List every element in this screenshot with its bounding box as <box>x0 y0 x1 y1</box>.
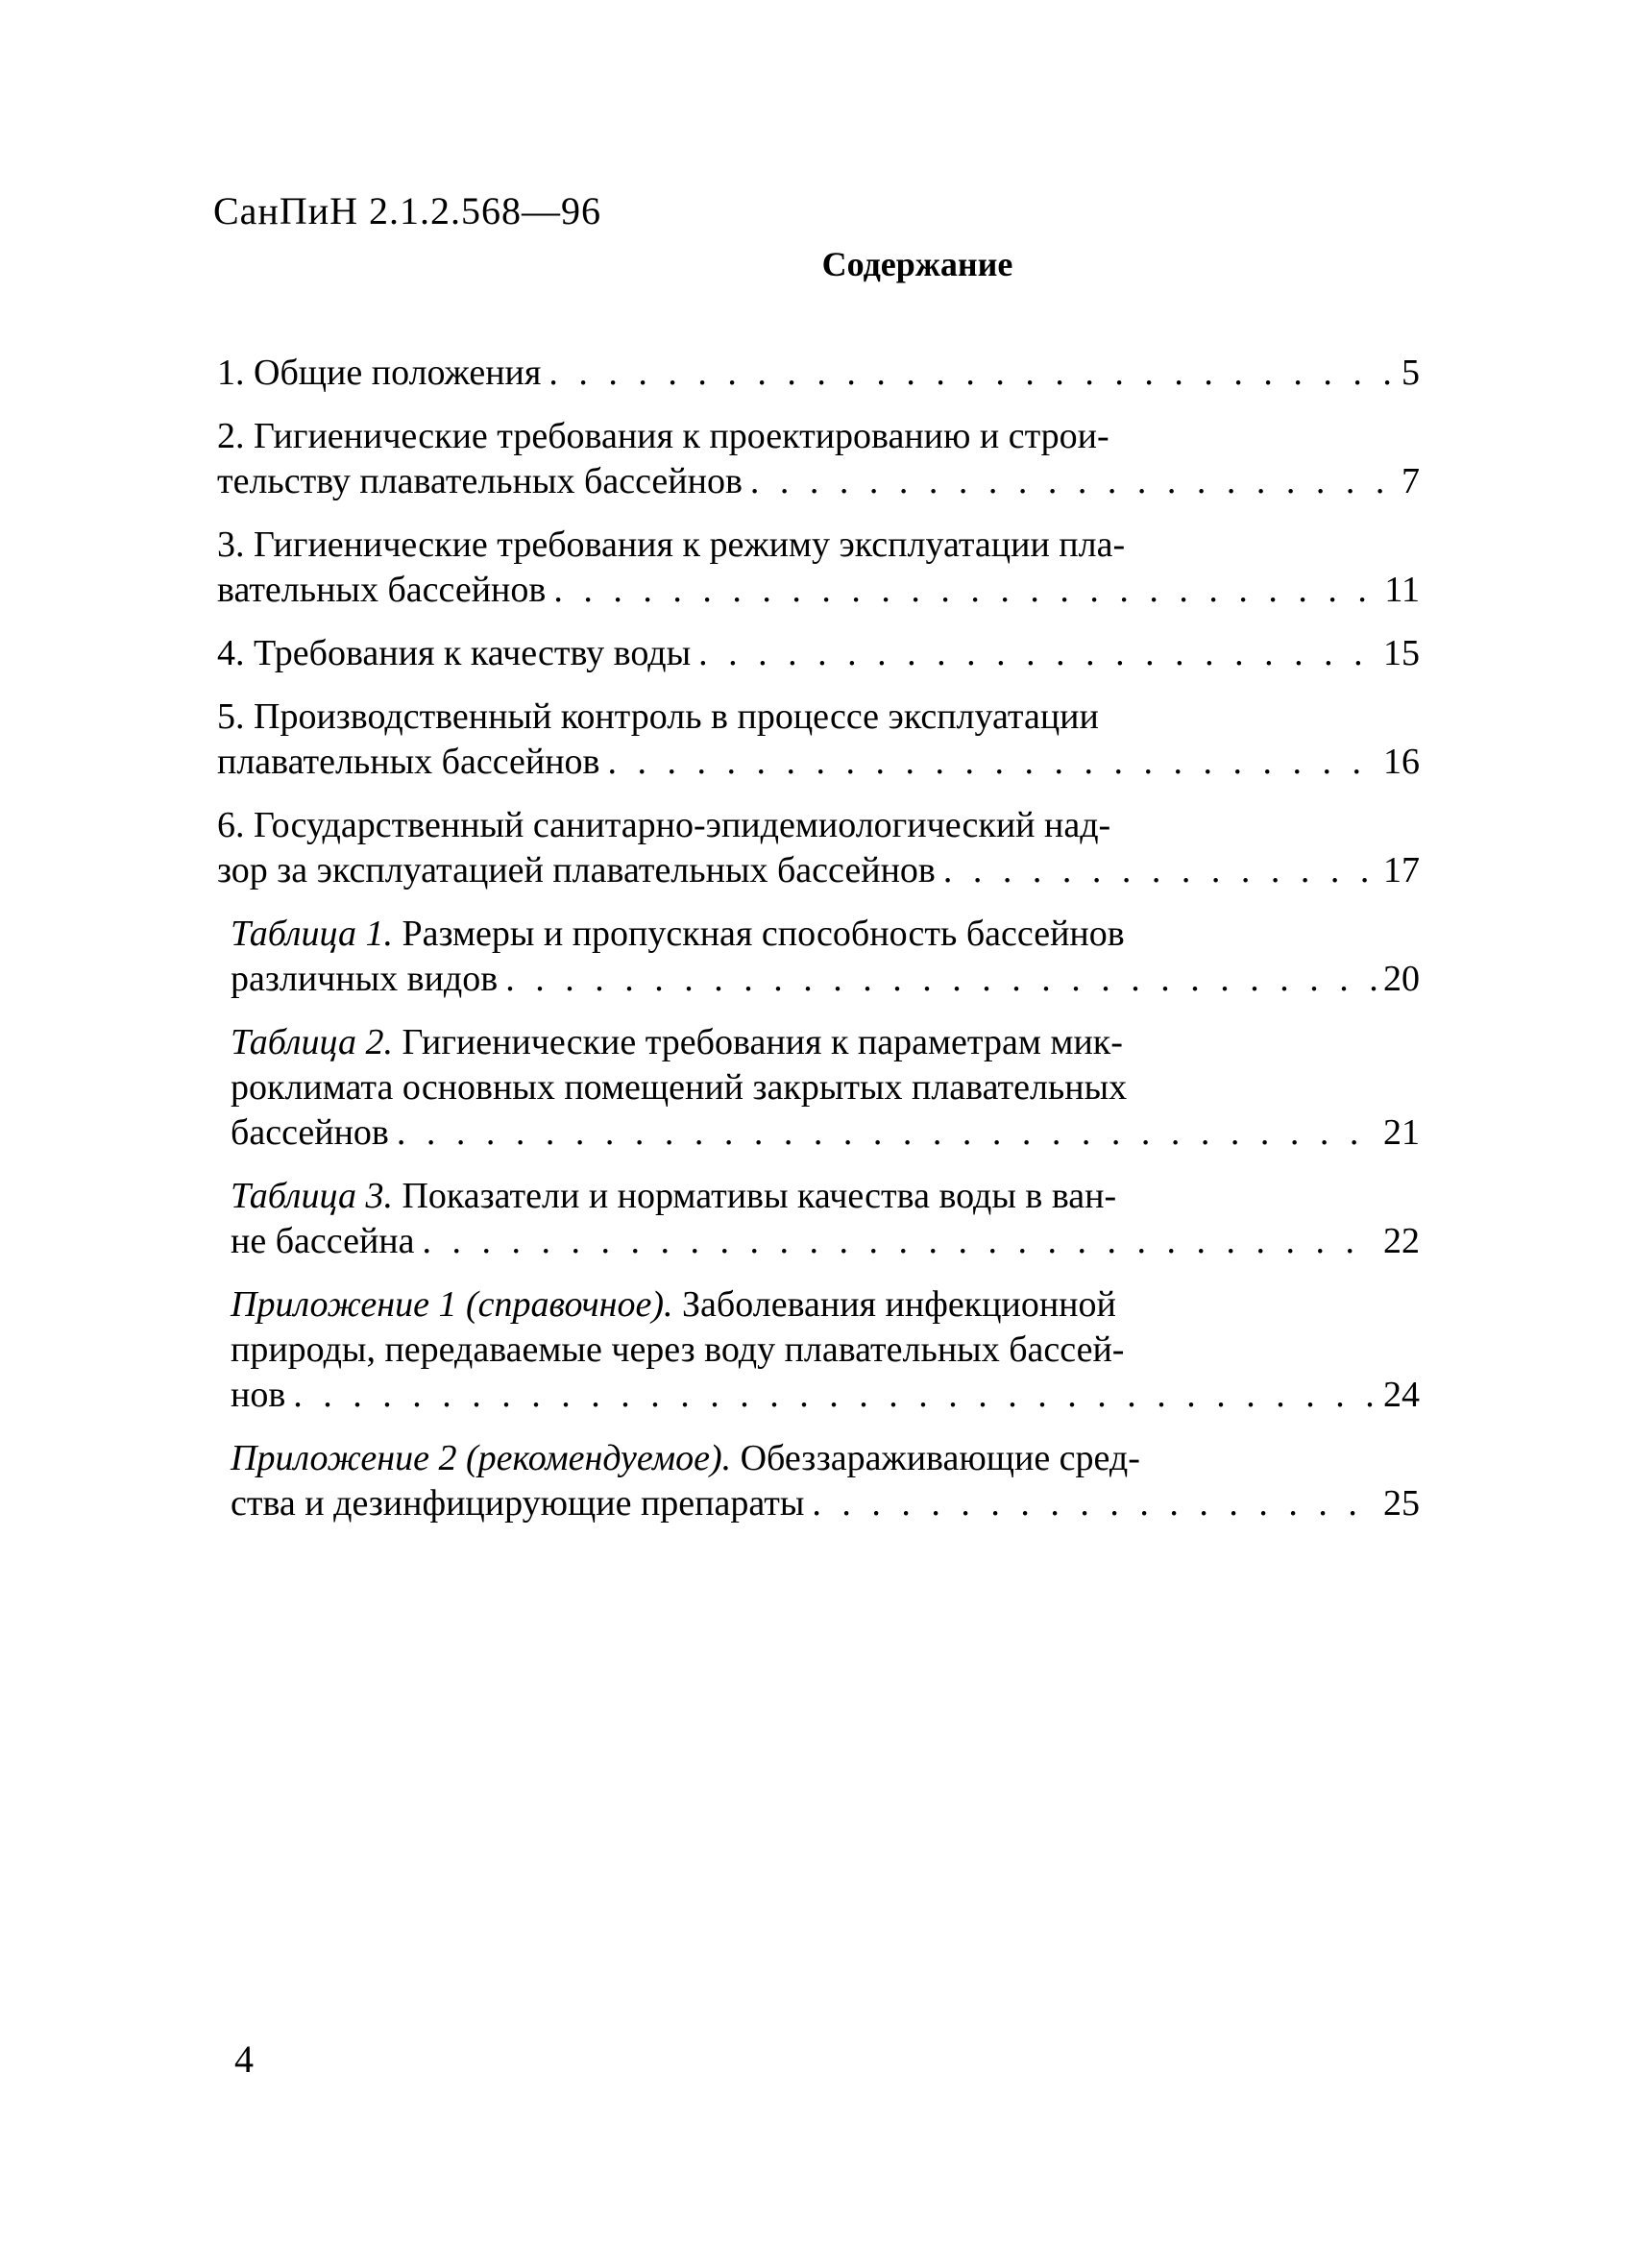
toc-page-number: 5 <box>1401 353 1420 393</box>
toc-entry-text: Обеззараживающие сред- <box>731 1438 1140 1478</box>
toc-entry-text: зор за эксплуатацией плавательных бассейнов <box>217 850 936 890</box>
dot-leader <box>498 957 1377 1002</box>
toc-entry-table-1[interactable] <box>217 912 1420 1002</box>
toc-entry-text: плавательных бассейнов <box>217 742 600 782</box>
toc-entry-3[interactable] <box>217 523 1420 613</box>
toc-entry-text: природы, передаваемые через воду плавательных бассей- <box>231 1329 1125 1370</box>
toc-entry-text: Заболевания инфекционной <box>672 1284 1116 1325</box>
toc-entry-text: Размеры и пропускная способность бассейнов <box>392 914 1125 954</box>
toc-entry-2[interactable] <box>217 414 1420 504</box>
toc-entry-appendix-2[interactable] <box>217 1436 1420 1526</box>
toc-entry-4[interactable] <box>217 631 1420 676</box>
toc-entry-5[interactable] <box>217 695 1420 785</box>
toc-page-number: 11 <box>1384 570 1420 610</box>
dot-leader <box>546 568 1378 613</box>
toc-entry-prefix: Таблица 3. <box>231 1176 393 1216</box>
toc-page-number: 25 <box>1383 1483 1420 1524</box>
dot-leader <box>415 1219 1377 1264</box>
toc-entry-text: 4. Требования к качеству воды <box>217 633 692 673</box>
toc-page-number: 20 <box>1383 959 1420 999</box>
toc-entry-text: 6. Государственный санитарно-эпидемиологический над- <box>217 805 1111 845</box>
dot-leader <box>804 1481 1377 1526</box>
toc-entry-text: 3. Гигиенические требования к режиму эксплуатации пла- <box>217 524 1126 565</box>
toc-entry-text: вательных бассейнов <box>217 570 547 610</box>
toc-page-number: 24 <box>1383 1375 1420 1415</box>
toc-entry-6[interactable] <box>217 803 1420 893</box>
dot-leader <box>691 631 1377 676</box>
toc-entry-prefix: Таблица 2. <box>231 1022 393 1062</box>
toc-entry-prefix: Приложение 2 (рекомендуемое). <box>231 1438 732 1478</box>
toc-page-number: 16 <box>1383 742 1420 782</box>
toc-title: Содержание <box>821 245 1013 283</box>
toc-page-number: 22 <box>1383 1221 1420 1261</box>
dot-leader <box>743 459 1396 504</box>
toc-entry-text: бассейнов <box>231 1112 389 1153</box>
toc-entry-text: роклимата основных помещений закрытых плавательных <box>231 1067 1128 1108</box>
document-code: СанПиН 2.1.2.568—96 <box>213 189 602 232</box>
dot-leader <box>541 351 1396 396</box>
toc-entry-text: Показатели и нормативы качества воды в ван- <box>392 1176 1117 1216</box>
toc-entry-text: 2. Гигиенические требования к проектированию и строи- <box>217 416 1109 456</box>
toc-page-number: 15 <box>1383 633 1420 673</box>
dot-leader <box>389 1110 1377 1156</box>
toc-entry-text: Гигиенические требования к параметрам мик- <box>392 1022 1123 1062</box>
toc-entry-prefix: Таблица 1. <box>231 914 393 954</box>
toc-page-number: 17 <box>1383 850 1420 890</box>
table-of-contents <box>217 351 1420 1545</box>
dot-leader <box>600 740 1378 785</box>
toc-entry-text: тельству плавательных бассейнов <box>217 461 743 501</box>
toc-entry-appendix-1[interactable] <box>217 1282 1420 1418</box>
dot-leader <box>285 1373 1377 1418</box>
toc-entry-text: нов <box>231 1375 286 1415</box>
toc-entry-text: не бассейна <box>231 1221 415 1261</box>
toc-entry-table-3[interactable] <box>217 1174 1420 1264</box>
toc-entry-text: 5. Производственный контроль в процессе эксплуатации <box>217 696 1099 737</box>
toc-page-number: 7 <box>1401 461 1420 501</box>
toc-entry-text: ства и дезинфицирующие препараты <box>231 1483 805 1524</box>
toc-entry-prefix: Приложение 1 (справочное). <box>231 1284 673 1325</box>
dot-leader <box>936 848 1377 893</box>
toc-entry-table-2[interactable] <box>217 1020 1420 1156</box>
toc-page-number: 21 <box>1383 1112 1420 1153</box>
page-number: 4 <box>234 2037 254 2081</box>
toc-entry-1[interactable] <box>217 351 1420 396</box>
toc-entry-text: 1. Общие положения <box>217 353 542 393</box>
toc-entry-text: различных видов <box>231 959 499 999</box>
